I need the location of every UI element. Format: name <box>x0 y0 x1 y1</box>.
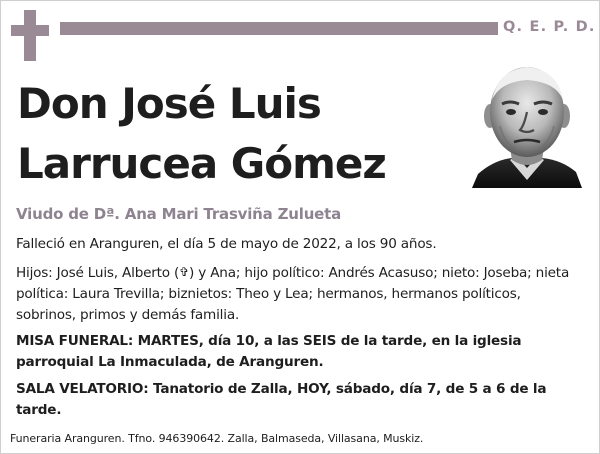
deceased-name-line-1: Don José Luis <box>17 79 321 128</box>
family-list-part-1: Hijos: José Luis, Alberto ( <box>16 265 180 281</box>
widow-of-subtitle: Viudo de Dª. Ana Mari Trasviña Zulueta <box>16 205 342 223</box>
deceased-name-line-2: Larrucea Gómez <box>17 139 386 188</box>
latin-cross-icon <box>11 10 49 61</box>
header-divider-bar <box>60 22 498 35</box>
funeral-home-footer: Funeraria Aranguren. Tfno. 946390642. Zalla, Balmaseda, Villasana, Muskiz. <box>10 432 424 445</box>
portrait-photo <box>472 60 582 188</box>
family-list-part-2: ) y Ana; hijo político: Andrés Acasuso; nieto: Joseba; nieta política: Laura Trevilla; biznietos: Theo y Lea; hermanos, hermanos políticos, sobrinos, primos y demás familia. <box>16 265 570 323</box>
family-list-text <box>16 262 582 326</box>
qepd-label: Q. E. P. D. <box>503 19 596 35</box>
funeral-mass-text: MISA FUNERAL: MARTES, día 10, a las SEIS de la tarde, en la iglesia parroquial La Inmaculada, de Aranguren. <box>16 333 522 370</box>
wake-room-text: SALA VELATORIO: Tanatorio de Zalla, HOY, sábado, día 7, de 5 a 6 de la tarde. <box>16 381 547 418</box>
death-notice-text: Falleció en Aranguren, el día 5 de mayo de 2022, a los 90 años. <box>16 236 437 252</box>
deceased-cross-icon: ✞ <box>179 265 190 279</box>
